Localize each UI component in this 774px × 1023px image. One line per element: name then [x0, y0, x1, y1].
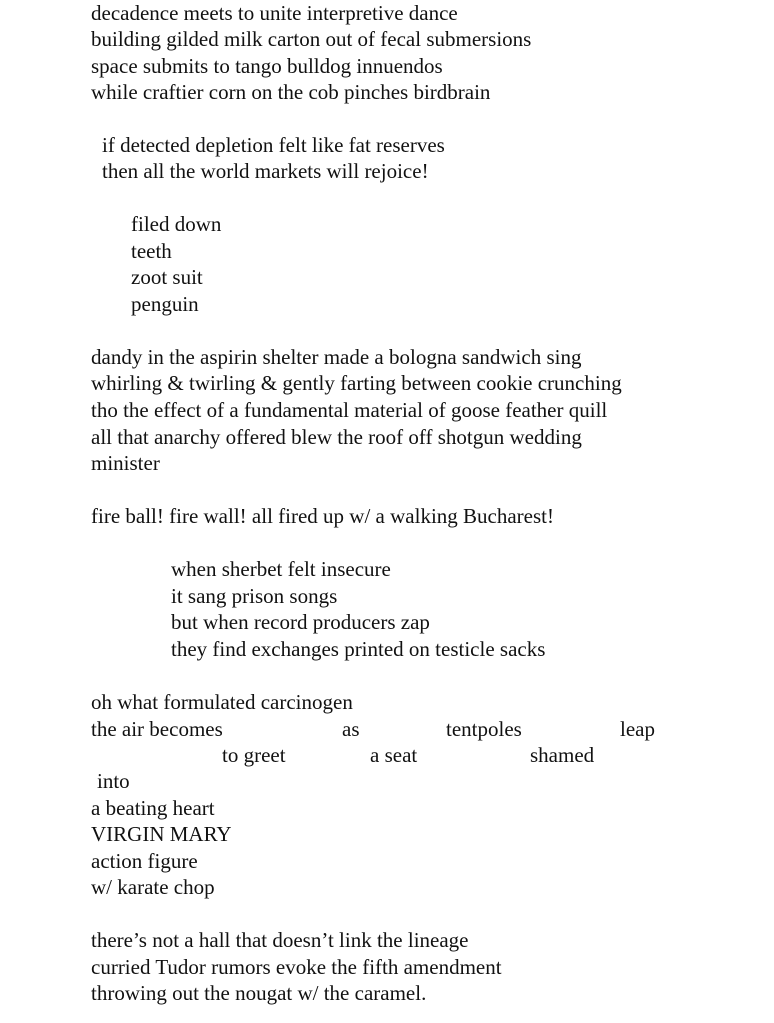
poem-line: then all the world markets will rejoice!	[102, 159, 429, 183]
poem-line: all that anarchy offered blew the roof off shotgun wedding	[91, 425, 582, 449]
poem-line: tho the effect of a fundamental material of goose feather quill	[91, 398, 608, 422]
poem-line: oh what formulated carcinogen	[91, 690, 353, 714]
poem-line: whirling & twirling & gently farting between cookie crunching	[91, 371, 622, 395]
poem-line: space submits to tango bulldog innuendos	[91, 54, 443, 78]
poem-line: fire ball! fire wall! all fired up w/ a walking Bucharest!	[91, 504, 554, 528]
poem-word: to greet	[222, 743, 286, 767]
poem-line: dandy in the aspirin shelter made a bologna sandwich sing	[91, 345, 582, 369]
poem-word: a seat	[370, 743, 418, 767]
poem-word: as	[342, 717, 360, 741]
poem-line: w/ karate chop	[91, 875, 215, 899]
poem-word: shamed	[530, 743, 595, 767]
poem-word: leap	[620, 717, 655, 741]
poem-line: decadence meets to unite interpretive dance	[91, 1, 458, 25]
poem-line: minister	[91, 451, 160, 475]
poem-line: but when record producers zap	[171, 610, 430, 634]
poem-line: action figure	[91, 849, 198, 873]
poem-word: the air becomes	[91, 717, 223, 741]
poem-line: it sang prison songs	[171, 584, 338, 608]
poem-line: zoot suit	[131, 265, 203, 289]
poem-line: filed down	[131, 212, 222, 236]
poem-word: tentpoles	[446, 717, 522, 741]
poem-line: there’s not a hall that doesn’t link the lineage	[91, 928, 469, 952]
poem-line: while craftier corn on the cob pinches birdbrain	[91, 80, 491, 104]
poem-line: they find exchanges printed on testicle sacks	[171, 637, 546, 661]
poem-line: penguin	[131, 292, 199, 316]
poem-line: if detected depletion felt like fat reserves	[102, 133, 445, 157]
poem-line: throwing out the nougat w/ the caramel.	[91, 981, 427, 1005]
poem-line: teeth	[131, 239, 172, 263]
poem-line: into	[97, 769, 130, 793]
poem-line: VIRGIN MARY	[91, 822, 232, 846]
poem-line: when sherbet felt insecure	[171, 557, 391, 581]
poem-line: a beating heart	[91, 796, 215, 820]
poem-line: curried Tudor rumors evoke the fifth amendment	[91, 955, 502, 979]
poem-line: building gilded milk carton out of fecal submersions	[91, 27, 532, 51]
